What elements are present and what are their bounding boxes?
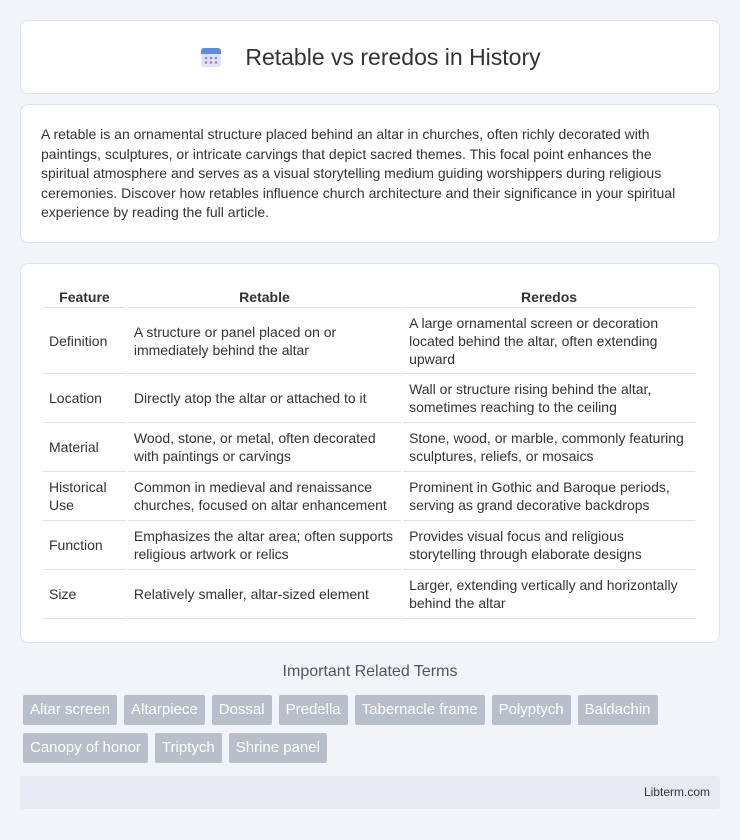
row-retable: Wood, stone, or metal, often decorated with paintings or carvings <box>128 423 401 472</box>
row-retable: Emphasizes the altar area; often supports religious artwork or relics <box>128 521 401 570</box>
row-reredos: Prominent in Gothic and Baroque periods, serving as grand decorative backdrops <box>403 472 695 521</box>
row-feature: Function <box>43 521 126 570</box>
table-row <box>43 308 695 374</box>
header-card <box>20 20 720 94</box>
table-header-row <box>43 284 695 308</box>
row-reredos: Larger, extending vertically and horizontally behind the altar <box>403 570 695 619</box>
column-header-retable: Retable <box>128 284 401 308</box>
column-header-feature: Feature <box>43 284 126 308</box>
table-row <box>43 472 695 521</box>
term-tag[interactable]: Triptych <box>155 733 222 763</box>
row-reredos: Stone, wood, or marble, commonly featuring sculptures, reliefs, or mosaics <box>403 423 695 472</box>
term-tag[interactable]: Altarpiece <box>124 695 205 725</box>
term-tag[interactable]: Baldachin <box>578 695 658 725</box>
row-reredos: Wall or structure rising behind the altar, sometimes reaching to the ceiling <box>403 374 695 423</box>
term-tag[interactable]: Shrine panel <box>229 733 327 763</box>
column-header-reredos: Reredos <box>403 284 695 308</box>
term-tag[interactable]: Tabernacle frame <box>355 695 485 725</box>
related-terms-list <box>23 695 723 771</box>
footer <box>20 776 720 809</box>
row-reredos: A large ornamental screen or decoration located behind the altar, often extending upward <box>403 308 695 374</box>
table-row <box>43 423 695 472</box>
row-retable: Relatively smaller, altar-sized element <box>128 570 401 619</box>
row-feature: Size <box>43 570 126 619</box>
table-row <box>43 570 695 619</box>
term-tag[interactable]: Polyptych <box>492 695 571 725</box>
row-feature: Historical Use <box>43 472 126 521</box>
comparison-table <box>41 284 697 619</box>
row-retable: A structure or panel placed on or immediately behind the altar <box>128 308 401 374</box>
row-reredos: Provides visual focus and religious storytelling through elaborate designs <box>403 521 695 570</box>
intro-card <box>20 104 720 243</box>
row-feature: Definition <box>43 308 126 374</box>
row-feature: Material <box>43 423 126 472</box>
row-feature: Location <box>43 374 126 423</box>
term-tag[interactable]: Canopy of honor <box>23 733 148 763</box>
intro-text: A retable is an ornamental structure placed behind an altar in churches, often richly decorated with paintings, sculptures, or intricate carvings that depict sacred themes. This focal point enhances the spiritual atmosphere and serves as a visual storytelling medium guiding worshippers during religious ceremonies. Discover how retables influence church architecture and their significance in your spiritual experience by reading the full article. <box>41 126 676 220</box>
row-retable: Common in medieval and renaissance churches, focused on altar enhancement <box>128 472 401 521</box>
term-tag[interactable]: Predella <box>279 695 348 725</box>
term-tag[interactable]: Altar screen <box>23 695 117 725</box>
row-retable: Directly atop the altar or attached to it <box>128 374 401 423</box>
footer-site-link[interactable]: Libterm.com <box>643 785 710 799</box>
calendar-icon <box>199 45 223 69</box>
term-tag[interactable]: Dossal <box>212 695 272 725</box>
page-title: Retable vs reredos in History <box>245 43 541 70</box>
comparison-table-card <box>20 263 720 643</box>
table-row <box>43 374 695 423</box>
table-row <box>43 521 695 570</box>
related-terms-title: Important Related Terms <box>282 663 458 680</box>
